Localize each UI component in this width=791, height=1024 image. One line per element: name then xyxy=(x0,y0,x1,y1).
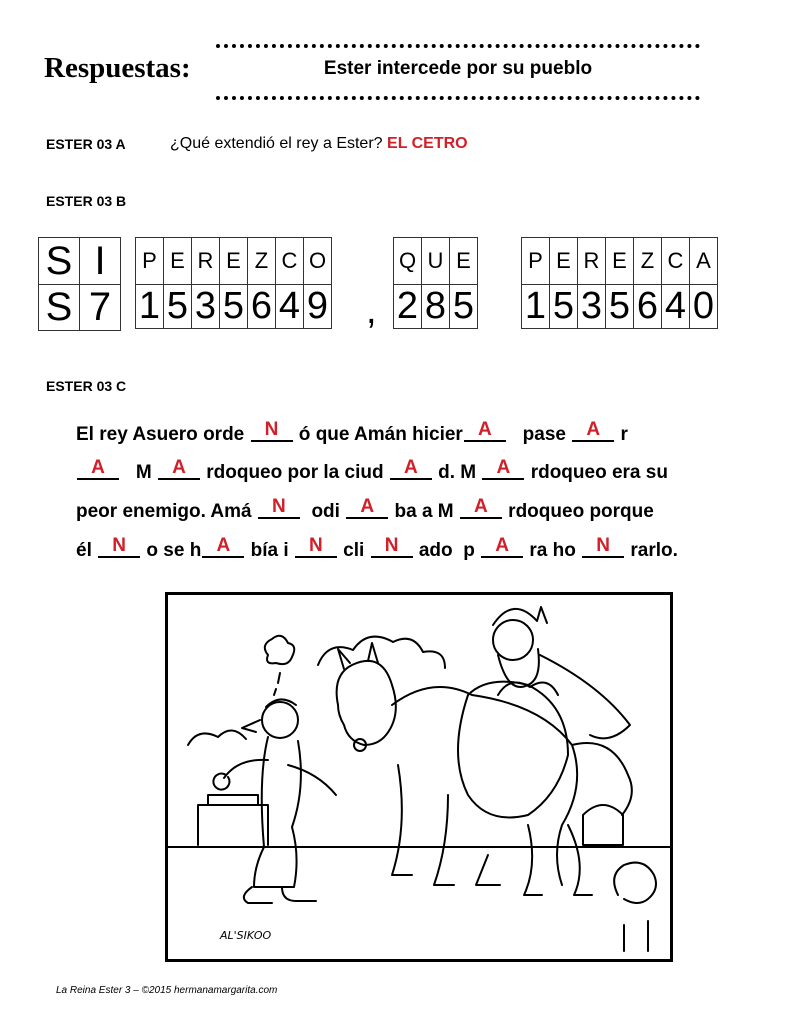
answer-blank: N xyxy=(371,536,413,558)
paragraph-text: rdoqueo por la ciud xyxy=(200,462,389,483)
code-number: 5 xyxy=(606,285,634,329)
dog-outline xyxy=(614,863,656,951)
code-number: 5 xyxy=(450,285,478,329)
question-answer: EL CETRO xyxy=(387,135,468,152)
code-letter: Z xyxy=(634,238,662,285)
code-letter: P xyxy=(522,238,550,285)
answer-blank: N xyxy=(251,420,293,442)
paragraph-text: bía i xyxy=(245,540,294,561)
paragraph-text: él xyxy=(76,540,98,561)
answer-blank: N xyxy=(258,497,300,519)
paragraph-text: rdoqueo era su xyxy=(525,462,668,483)
answer-blank: A xyxy=(460,497,502,519)
paragraph-text: rdoqueo porque xyxy=(502,501,654,522)
code-number: 3 xyxy=(578,285,606,329)
code-letter: I xyxy=(80,238,121,285)
paragraph-text: r xyxy=(615,424,628,445)
code-table-perezca xyxy=(521,237,718,329)
paragraph-text: pase xyxy=(506,424,572,445)
code-letter: E xyxy=(550,238,578,285)
code-table-perezco xyxy=(135,237,332,329)
haman-feet xyxy=(244,887,316,903)
artist-signature: AL'SIKOO xyxy=(220,929,272,942)
mordecai-robe xyxy=(458,682,568,818)
code-letter: O xyxy=(304,238,332,285)
paragraph-text: peor enemigo. Amá xyxy=(76,501,257,522)
building-outline xyxy=(198,795,268,845)
code-letter: S xyxy=(39,238,80,285)
code-letter: P xyxy=(136,238,164,285)
mordecai-head xyxy=(493,620,533,660)
paragraph-text: d. M xyxy=(432,462,482,483)
code-number: 2 xyxy=(394,285,422,329)
anger-dots xyxy=(274,673,280,695)
code-letter: E xyxy=(606,238,634,285)
code-letter: Z xyxy=(248,238,276,285)
code-number: 4 xyxy=(276,285,304,329)
code-number: 5 xyxy=(220,285,248,329)
paragraph-line xyxy=(76,535,678,563)
paragraph-line xyxy=(76,419,628,447)
code-number: 5 xyxy=(164,285,192,329)
horse-legs xyxy=(392,765,592,895)
horse-body xyxy=(392,687,632,885)
code-letter: E xyxy=(220,238,248,285)
code-number: S xyxy=(39,285,80,331)
code-table-si xyxy=(38,237,121,331)
paragraph-text: o se h xyxy=(141,540,202,561)
section-c-label: ESTER 03 C xyxy=(46,378,127,394)
code-number: 1 xyxy=(136,285,164,329)
haman-head xyxy=(262,702,298,738)
code-number: 3 xyxy=(192,285,220,329)
answer-blank: N xyxy=(98,536,140,558)
coloring-illustration xyxy=(165,592,673,962)
lesson-title: Ester intercede por su pueblo xyxy=(323,58,593,79)
answer-blank: N xyxy=(582,536,624,558)
answer-blank: A xyxy=(481,536,523,558)
section-a-label: ESTER 03 A xyxy=(46,136,126,152)
code-letter: C xyxy=(662,238,690,285)
code-letter: R xyxy=(578,238,606,285)
paragraph-text: ó que Amán hicier xyxy=(293,424,463,445)
code-letter: E xyxy=(450,238,478,285)
answer-blank: A xyxy=(482,458,524,480)
code-number: 6 xyxy=(634,285,662,329)
code-letter: Q xyxy=(394,238,422,285)
code-number: 7 xyxy=(80,285,121,331)
mordecai-foot xyxy=(476,855,500,885)
code-letter: R xyxy=(192,238,220,285)
illustration-drawing xyxy=(168,595,670,959)
paragraph-text: M xyxy=(120,462,157,483)
question-line xyxy=(170,135,468,153)
answer-blank: A xyxy=(158,458,200,480)
answer-blank: A xyxy=(77,458,119,480)
answer-blank: A xyxy=(390,458,432,480)
domed-building xyxy=(583,805,623,845)
haman-arm xyxy=(213,760,268,790)
code-number: 5 xyxy=(550,285,578,329)
answer-blank: A xyxy=(202,536,244,558)
dotted-line-top xyxy=(216,44,700,48)
paragraph-line xyxy=(76,496,654,524)
anger-scribble xyxy=(265,636,294,664)
code-letter: U xyxy=(422,238,450,285)
dotted-line-bottom xyxy=(216,96,700,100)
paragraph-text: odi xyxy=(300,501,346,522)
code-letter: A xyxy=(690,238,718,285)
code-number: 6 xyxy=(248,285,276,329)
cloud-outline xyxy=(188,730,246,745)
paragraph-text: ado p xyxy=(413,540,481,561)
paragraph-text: ba a M xyxy=(389,501,459,522)
code-table-que xyxy=(393,237,478,329)
answer-blank: A xyxy=(464,420,506,442)
code-letter: C xyxy=(276,238,304,285)
answer-blank: N xyxy=(295,536,337,558)
haman-arm-rope xyxy=(288,765,336,795)
paragraph-text: cli xyxy=(337,540,370,561)
paragraph-text: rarlo. xyxy=(625,540,678,561)
section-b-label: ESTER 03 B xyxy=(46,193,127,209)
code-number: 1 xyxy=(522,285,550,329)
code-comma: , xyxy=(366,290,377,332)
code-letter: E xyxy=(164,238,192,285)
answer-blank: A xyxy=(346,497,388,519)
cloud-outline xyxy=(318,637,445,668)
code-number: 4 xyxy=(662,285,690,329)
paragraph-line xyxy=(76,457,668,485)
question-text: ¿Qué extendió el rey a Ester? xyxy=(170,135,383,152)
haman-nose xyxy=(242,720,260,732)
page-title: Respuestas: xyxy=(44,52,191,84)
code-number: 8 xyxy=(422,285,450,329)
page-footer: La Reina Ester 3 – ©2015 hermanamargarita.com xyxy=(56,985,278,996)
code-number: 9 xyxy=(304,285,332,329)
horse-head xyxy=(337,661,396,745)
answer-blank: A xyxy=(572,420,614,442)
paragraph-text: ra ho xyxy=(524,540,582,561)
code-number: 0 xyxy=(690,285,718,329)
paragraph-text: El rey Asuero orde xyxy=(76,424,250,445)
